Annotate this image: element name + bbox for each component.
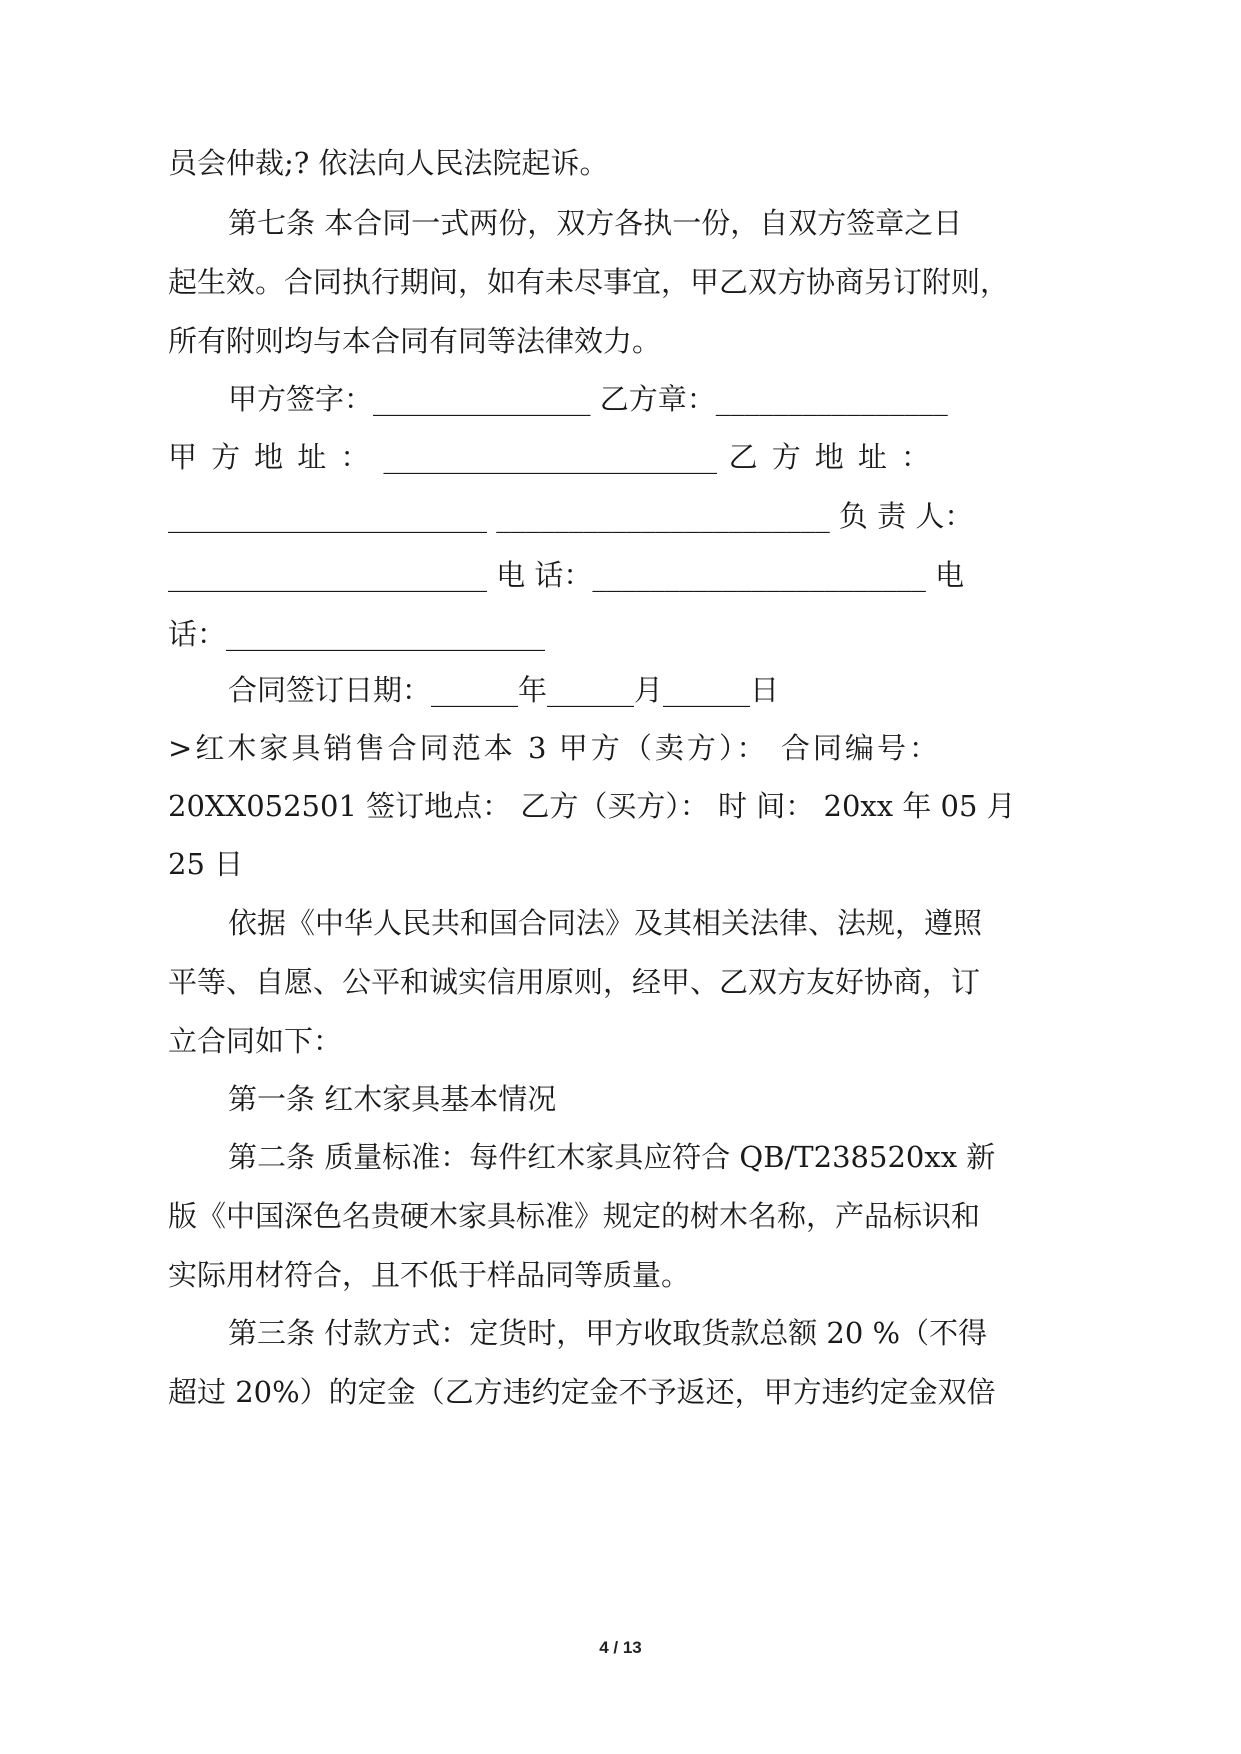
- text-line: 起生效。合同执行期间，如有未尽事宜，甲乙双方协商另订附则，: [168, 265, 1010, 299]
- text-line: 版《中国深色名贵硬木家具标准》规定的树木名称，产品标识和: [168, 1199, 981, 1233]
- text-line: 立合同如下：: [168, 1024, 343, 1058]
- text-line: 超过 20%）的定金（乙方违约定金不予返还，甲方违约定金双倍: [168, 1375, 996, 1409]
- contract-info-line: 25 日: [168, 847, 244, 881]
- text-line: 第七条 本合同一式两份，双方各执一份，自双方签章之日: [228, 206, 963, 240]
- section-heading: >红木家具销售合同范本 3 甲方（卖方）： 合同编号：: [168, 731, 938, 765]
- responsible-person-line: ______________________ _______________________ 负 责 人：: [168, 499, 974, 533]
- text-line: 所有附则均与本合同有同等法律效力。: [168, 324, 662, 358]
- text-line: 平等、自愿、公平和诚实信用原则，经甲、乙双方友好协商，订: [168, 965, 981, 999]
- contract-info-line: 20XX052501 签订地点： 乙方（买方）： 时 间： 20xx 年 05 月: [168, 789, 1016, 823]
- signature-line: 甲方签字：_______________ 乙方章：________________: [228, 382, 948, 416]
- phone-line: 话：______________________: [168, 617, 546, 651]
- text-line: 依据《中华人民共和国合同法》及其相关法律、法规，遵照: [228, 906, 983, 940]
- text-line: 实际用材符合，且不低于样品同等质量。: [168, 1258, 691, 1292]
- address-line: 甲 方 地 址 ： _______________________ 乙 方 地 址 ：: [168, 440, 930, 474]
- phone-line: ______________________ 电 话：_______________________ 电: [168, 558, 965, 592]
- page-number: 4 / 13: [599, 1638, 642, 1657]
- text-line: 第三条 付款方式：定货时，甲方收取货款总额 20 %（不得: [228, 1316, 988, 1350]
- text-line: 员会仲裁;? 依法向人民法院起诉。: [168, 146, 609, 180]
- text-line: 第二条 质量标准：每件红木家具应符合 QB/T238520xx 新: [228, 1140, 996, 1174]
- article-heading: 第一条 红木家具基本情况: [228, 1082, 557, 1116]
- signing-date-line: 合同签订日期：______年______月______日: [228, 673, 780, 707]
